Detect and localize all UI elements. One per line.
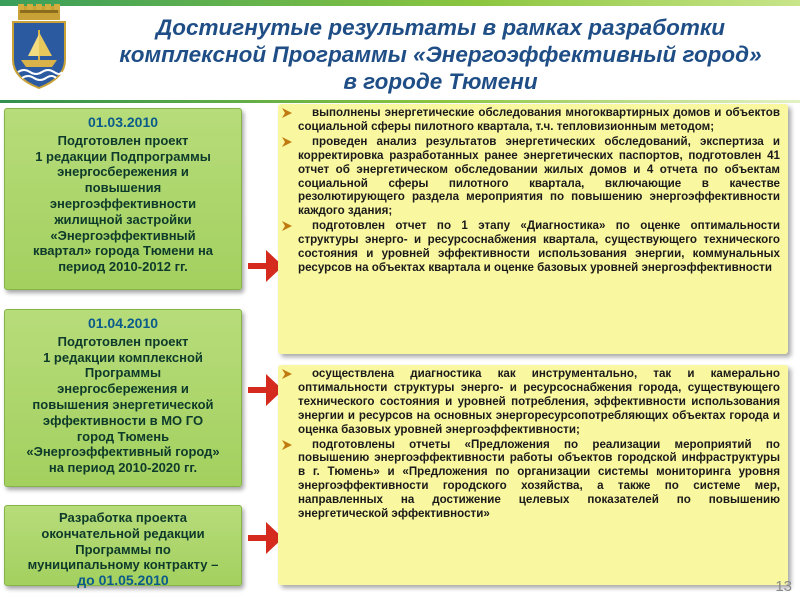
arrowhead-bullet-icon	[280, 367, 294, 381]
arrowhead-bullet-icon	[280, 135, 294, 149]
result-text: выполнены энергетические обследования многоквартирных домов и объектов социальной сферы пилотного квартала, т.ч. тепловизионным методом;	[298, 106, 780, 133]
milestone-text: Разработка проекта окончательной редакции Программы по муниципальному контракту –	[27, 510, 219, 573]
results-list	[298, 367, 780, 521]
milestone-deadline: до 01.05.2010	[77, 572, 169, 589]
milestone-date: 01.04.2010	[87, 315, 159, 331]
milestone-date: 01.03.2010	[87, 114, 159, 130]
result-text: подготовлен отчет по 1 этапу «Диагностика» по оценке оптимальности структуры энерго- и ресурсоснабжения квартала, существующего технического состояния и уровней эффективности использования энергии, коммунальных ресурсов на объектах квартала и оценке базовых уровней энергоэффективности	[298, 219, 780, 274]
milestone-box-2	[4, 309, 242, 487]
results-box-1	[278, 104, 788, 354]
milestone-box-1	[4, 108, 242, 290]
title-line-1: Достигнутые результаты в рамках разработки	[155, 15, 726, 40]
title-divider	[0, 100, 800, 103]
title-line-3: в городе Тюмени	[343, 69, 538, 94]
result-item	[298, 367, 780, 437]
result-item	[298, 106, 780, 134]
top-decorative-band	[0, 0, 800, 6]
result-text: проведен анализ результатов энергетических обследований, экспертиза и корректировка разработанных ранее энергетических паспортов, подготовлен 41 отчет об энергетическом обследовании жилых домов и 4 отчета по объектам социальной сферы пилотного квартала, включающие в качестве резолютирующего раздела мероприятия по повышению энергоэффективности каждого здания;	[298, 134, 780, 218]
result-text: подготовлены отчеты «Предложения по реализации мероприятий по повышению энергоэффективности работы объектов городской инфраструктуры в г. Тюмень» и «Предложения по организации системы мониторинга уровня энергоэффективности городского хозяйства, а также по системе мер, направленных на достижение целевых показателей по повышению энергетической эффективности»	[298, 437, 780, 521]
results-list	[298, 106, 780, 275]
result-item	[298, 219, 780, 275]
page-number: 13	[775, 578, 792, 595]
milestone-box-3	[4, 505, 242, 589]
arrowhead-bullet-icon	[280, 106, 294, 120]
tyumen-coat-of-arms-icon	[8, 4, 70, 90]
result-text: осуществлена диагностика как инструментально, так и камерально оптимальности структуры энерго- и ресурсоснабжения города, существующего технического состояния и уровней потребления, эффективности использования энергии и ресурсов на основных энергоресурсопотребляющих объектах города и оценка базовых уровней энергоэффективности;	[298, 367, 780, 436]
page-title	[88, 14, 793, 95]
results-box-2	[278, 365, 788, 585]
result-item	[298, 135, 780, 218]
title-line-2: комплексной Программы «Энергоэффективный город»	[119, 42, 762, 67]
arrowhead-bullet-icon	[280, 219, 294, 233]
milestone-text: Подготовлен проект 1 редакции Подпрограммы энергосбережения и повышения энергоэффективности жилищной застройки «Энергоэффективный квартал» города Тюмени на период 2010-2012 гг.	[32, 132, 214, 275]
milestone-text: Подготовлен проект 1 редакции комплексной Программы энергосбережения и повышения энергетической эффективности в МО ГО город Тюмень «Энергоэффективный город» на период 2010-2020 гг.	[26, 333, 220, 476]
result-item	[298, 438, 780, 521]
arrowhead-bullet-icon	[280, 438, 294, 452]
